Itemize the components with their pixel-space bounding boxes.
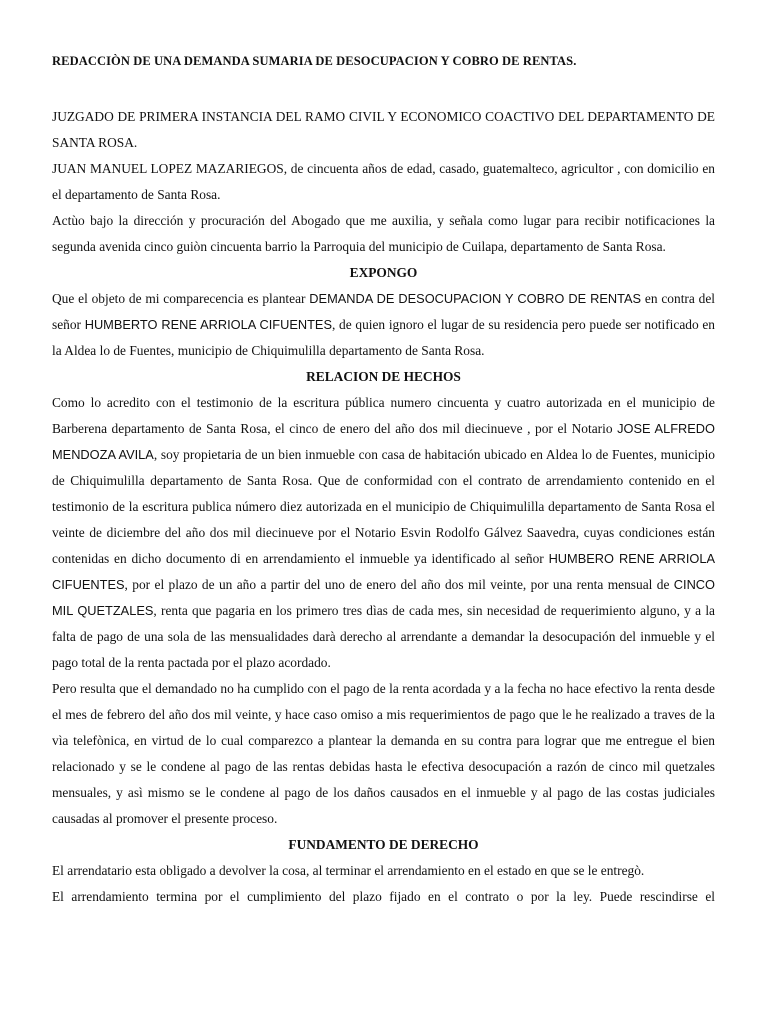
expongo-text-1: Que el objeto de mi comparecencia es plantear	[52, 291, 310, 306]
heading-expongo: EXPONGO	[349, 265, 418, 280]
hechos-paragraph-1	[52, 390, 715, 676]
expongo-text-2: en contra del señor	[52, 291, 715, 332]
court-name: JUZGADO DE PRIMERA INSTANCIA DEL RAMO CIVIL Y ECONOMICO COACTIVO DEL DEPARTAMENTO DE SANTA ROSA.	[52, 109, 715, 150]
heading-fundamento-de-derecho: FUNDAMENTO DE DERECHO	[288, 837, 479, 852]
hechos-notary-name: JOSE ALFREDO MENDOZA AVILA	[52, 421, 716, 462]
representation-paragraph: Actùo bajo la dirección y procuración del Abogado que me auxilia, y señala como lugar para recibir notificaciones la segunda avenida cinco guiòn cincuenta barrio la Parroquia del municipio de Cuilapa, departamento de Santa Rosa.	[52, 213, 715, 254]
hechos-text-4: , renta que pagaria en los primero tres dìas de cada mes, sin necesidad de requerimiento alguno, y a la falta de pago de una sola de las mensualidades darà derecho al arrendante a demandar la desocupación del inmueble y el pago total de la renta pactada por el plazo acordado.	[52, 603, 715, 670]
derecho-paragraph-2: El arrendamiento termina por el cumplimiento del plazo fijado en el contrato o por la ley. Puede rescindirse el	[52, 889, 715, 904]
hechos-rent-amount: CINCO MIL QUETZALES	[52, 577, 715, 618]
plaintiff-paragraph	[52, 156, 715, 208]
hechos-text-2: , soy propietaria de un bien inmueble con casa de habitación ubicado en Aldea lo de Fuentes, municipio de Chiquimulilla departamento de Santa Rosa. Que de conformidad con el contrato de arrendamiento contenido en el testimonio de la escritura publica número diez autorizada en el municipio de Chiquimulilla departamento de Santa Rosa el veinte de diciembre del año dos mil diecinueve por el Notario Esvin Rodolfo Gálvez Saavedra, cuyas condiciones están contenidas en dicho documento di en arrendamiento el inmueble ya identificado al señor	[52, 447, 715, 566]
document-page	[52, 48, 715, 910]
heading-relacion-de-hechos: RELACION DE HECHOS	[306, 369, 461, 384]
derecho-paragraph-1: El arrendatario esta obligado a devolver la cosa, al terminar el arrendamiento en el estado en que se le entregò.	[52, 863, 645, 878]
expongo-paragraph	[52, 286, 715, 364]
plaintiff-details: , de cincuenta años de edad, casado, guatemalteco, agricultor , con domicilio en el departamento de Santa Rosa.	[52, 161, 715, 202]
hechos-text-3: , por el plazo de un año a partir del uno de enero del año dos mil veinte, por una renta mensual de	[124, 577, 674, 592]
expongo-demand-type: DEMANDA DE DESOCUPACION Y COBRO DE RENTAS	[309, 291, 642, 306]
document-title: REDACCIÒN DE UNA DEMANDA SUMARIA DE DESOCUPACION Y COBRO DE RENTAS.	[52, 54, 577, 68]
expongo-defendant-name: HUMBERTO RENE ARRIOLA CIFUENTES	[84, 317, 333, 332]
hechos-tenant-name: HUMBERO RENE ARRIOLA CIFUENTES	[52, 551, 715, 592]
hechos-paragraph-2: Pero resulta que el demandado no ha cumplido con el pago de la renta acordada y a la fecha no hace efectivo la renta desde el mes de febrero del año dos mil veinte, y hace caso omiso a mis requerimientos de pago que le he realizado a traves de la vìa telefònica, en virtud de lo cual comparezco a plantear la demanda en su contra para lograr que me entregue el bien relacionado y se le condene al pago de las rentas debidas hasta le efectiva desocupación a razón de cinco mil quetzales mensuales, y asì mismo se le condene al pago de los daños causados en el inmueble y al pago de las costas judiciales causadas al promover el presente proceso.	[52, 681, 715, 826]
hechos-text-1: Como lo acredito con el testimonio de la escritura pública numero cincuenta y cuatro autorizada en el municipio de Barberena departamento de Santa Rosa, el cinco de enero del año dos mil diecinueve , por el Notario	[52, 395, 715, 436]
plaintiff-name: JUAN MANUEL LOPEZ MAZARIEGOS	[52, 161, 284, 176]
expongo-text-3: , de quien ignoro el lugar de su residencia pero puede ser notificado en la Aldea lo de Fuentes, municipio de Chiquimulilla departamento de Santa Rosa.	[52, 317, 715, 358]
